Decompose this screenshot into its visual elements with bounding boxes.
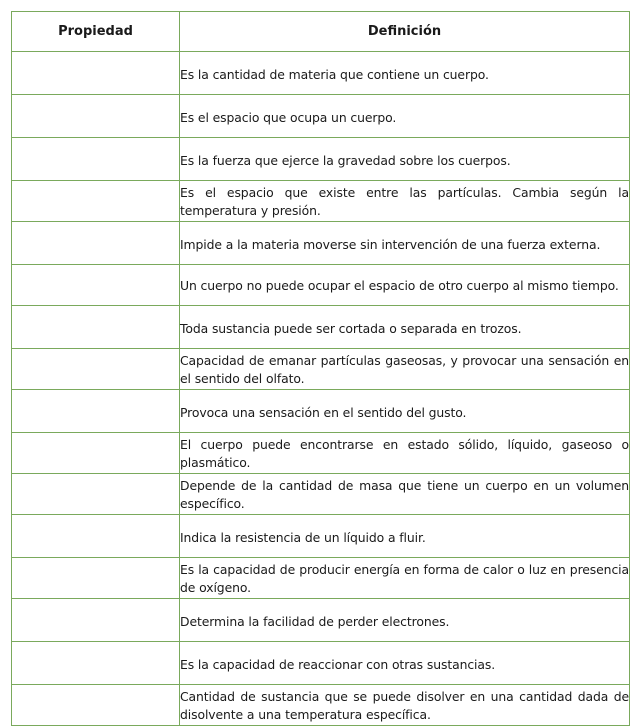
property-answer-cell[interactable] <box>12 138 180 181</box>
table-row <box>12 599 630 642</box>
property-answer-cell[interactable] <box>12 558 180 599</box>
definition-cell: Indica la resistencia de un líquido a fluir. <box>180 515 630 558</box>
definition-cell: El cuerpo puede encontrarse en estado sólido, líquido, gaseoso o plasmático. <box>180 433 630 474</box>
definition-cell: Toda sustancia puede ser cortada o separada en trozos. <box>180 306 630 349</box>
table-row <box>12 52 630 95</box>
property-answer-cell[interactable] <box>12 349 180 390</box>
property-answer-cell[interactable] <box>12 642 180 685</box>
definition-cell: Es el espacio que existe entre las partículas. Cambia según la temperatura y presión. <box>180 181 630 222</box>
property-answer-cell[interactable] <box>12 599 180 642</box>
property-answer-cell[interactable] <box>12 52 180 95</box>
property-answer-cell[interactable] <box>12 474 180 515</box>
table-row <box>12 306 630 349</box>
table-row <box>12 685 630 726</box>
table-row <box>12 181 630 222</box>
table-row <box>12 265 630 306</box>
property-answer-cell[interactable] <box>12 685 180 726</box>
definition-cell: Depende de la cantidad de masa que tiene un cuerpo en un volumen específico. <box>180 474 630 515</box>
table-row <box>12 349 630 390</box>
definition-cell: Impide a la materia moverse sin intervención de una fuerza externa. <box>180 222 630 265</box>
definition-cell: Cantidad de sustancia que se puede disolver en una cantidad dada de disolvente a una temperatura específica. <box>180 685 630 726</box>
property-answer-cell[interactable] <box>12 181 180 222</box>
table-row <box>12 95 630 138</box>
definition-cell: Es la fuerza que ejerce la gravedad sobre los cuerpos. <box>180 138 630 181</box>
definition-cell: Determina la facilidad de perder electrones. <box>180 599 630 642</box>
definition-cell: Es el espacio que ocupa un cuerpo. <box>180 95 630 138</box>
property-answer-cell[interactable] <box>12 222 180 265</box>
definition-cell: Un cuerpo no puede ocupar el espacio de otro cuerpo al mismo tiempo. <box>180 265 630 306</box>
definition-cell: Es la cantidad de materia que contiene un cuerpo. <box>180 52 630 95</box>
property-answer-cell[interactable] <box>12 95 180 138</box>
property-answer-cell[interactable] <box>12 306 180 349</box>
table-row <box>12 222 630 265</box>
header-definition: Definición <box>180 12 630 52</box>
definition-cell: Es la capacidad de reaccionar con otras sustancias. <box>180 642 630 685</box>
table-row <box>12 515 630 558</box>
property-answer-cell[interactable] <box>12 433 180 474</box>
property-answer-cell[interactable] <box>12 515 180 558</box>
table-row <box>12 390 630 433</box>
table-row <box>12 433 630 474</box>
definition-cell: Es la capacidad de producir energía en forma de calor o luz en presencia de oxígeno. <box>180 558 630 599</box>
table-row <box>12 138 630 181</box>
definition-cell: Capacidad de emanar partículas gaseosas, y provocar una sensación en el sentido del olfato. <box>180 349 630 390</box>
header-row <box>12 12 630 52</box>
table-row <box>12 558 630 599</box>
properties-table <box>11 11 630 726</box>
property-answer-cell[interactable] <box>12 390 180 433</box>
table-row <box>12 642 630 685</box>
table-row <box>12 474 630 515</box>
property-answer-cell[interactable] <box>12 265 180 306</box>
definition-cell: Provoca una sensación en el sentido del gusto. <box>180 390 630 433</box>
header-property: Propiedad <box>12 12 180 52</box>
